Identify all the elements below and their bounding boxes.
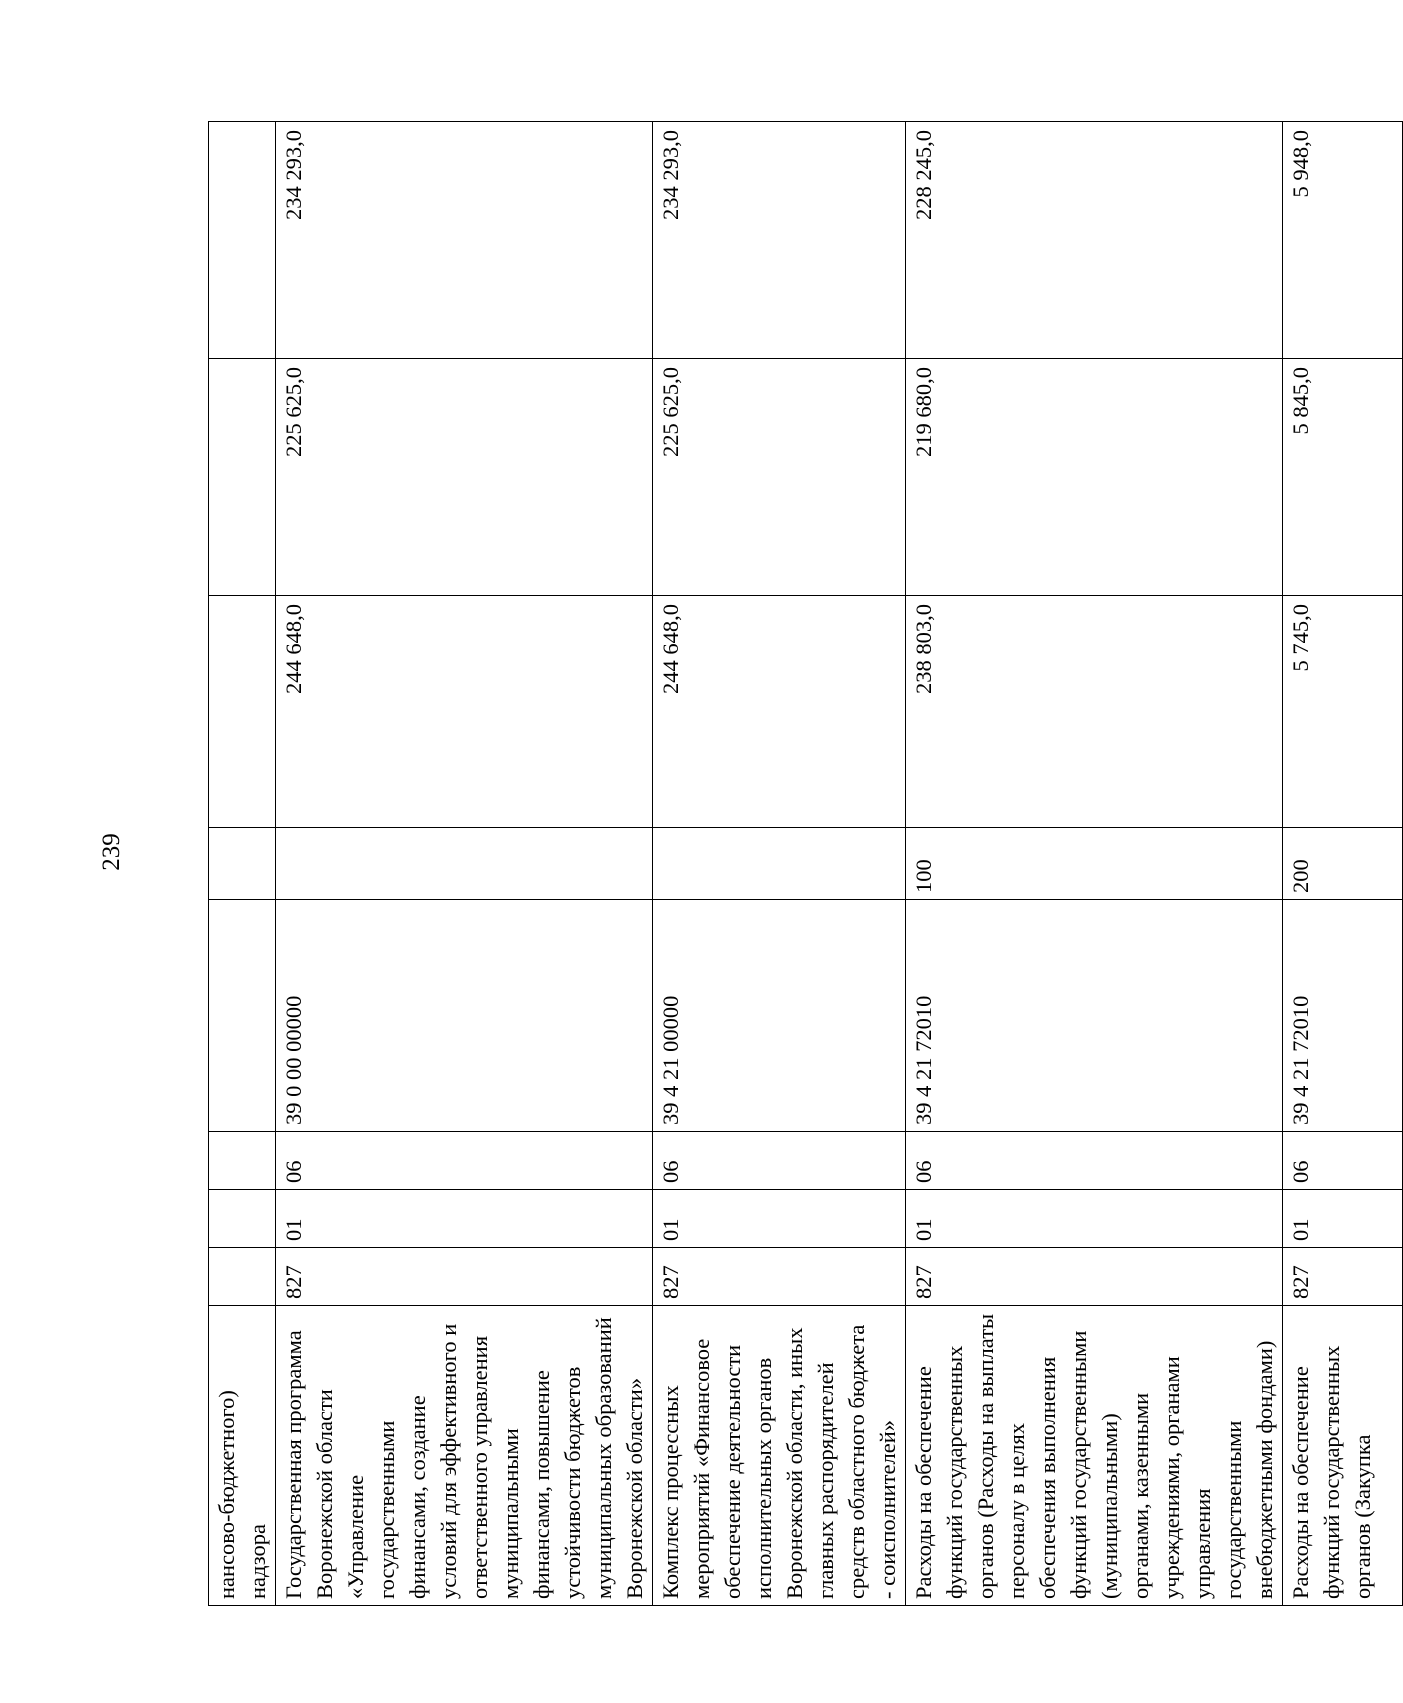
subsection-code-cell: [209, 1132, 276, 1190]
section-code-cell: 01: [653, 1190, 906, 1248]
expense-type-cell: 200: [1283, 828, 1403, 900]
amount-year1-cell: 244 648,0: [276, 596, 653, 828]
subsection-code-cell: 06: [276, 1132, 653, 1190]
amount-year2-cell: 219 680,0: [906, 359, 1283, 596]
org-code-cell: 827: [906, 1248, 1283, 1306]
budget-table: [208, 121, 1403, 1606]
document-page: [208, 122, 1375, 1606]
target-article-cell: 39 4 21 72010: [1283, 900, 1403, 1132]
row-name-cell: Расходы на обеспечение функций государственных органов (Закупка: [1283, 1306, 1403, 1606]
target-article-cell: 39 0 00 00000: [276, 900, 653, 1132]
row-name-cell: Комплекс процессных мероприятий «Финансовое обеспечение деятельности исполнительных органов Воронежской области, иных главных распорядителей средств областного бюджета - соисполнителей»: [653, 1306, 906, 1606]
amount-year1-cell: 244 648,0: [653, 596, 906, 828]
expense-type-cell: [653, 828, 906, 900]
org-code-cell: 827: [1283, 1248, 1403, 1306]
amount-year1-cell: 5 745,0: [1283, 596, 1403, 828]
row-name-cell: нансово-бюджетного) надзора: [209, 1306, 276, 1606]
section-code-cell: 01: [276, 1190, 653, 1248]
org-code-cell: 827: [653, 1248, 906, 1306]
amount-year1-cell: [209, 596, 276, 828]
table-row: [1283, 122, 1403, 1606]
amount-year2-cell: 5 845,0: [1283, 359, 1403, 596]
subsection-code-cell: 06: [1283, 1132, 1403, 1190]
section-code-cell: 01: [1283, 1190, 1403, 1248]
amount-year2-cell: 225 625,0: [653, 359, 906, 596]
subsection-code-cell: 06: [653, 1132, 906, 1190]
expense-type-cell: [276, 828, 653, 900]
amount-year3-cell: 234 293,0: [653, 122, 906, 359]
table-row: [209, 122, 276, 1606]
amount-year3-cell: 5 948,0: [1283, 122, 1403, 359]
org-code-cell: 827: [276, 1248, 653, 1306]
expense-type-cell: [209, 828, 276, 900]
org-code-cell: [209, 1248, 276, 1306]
amount-year2-cell: [209, 359, 276, 596]
target-article-cell: 39 4 21 72010: [906, 900, 1283, 1132]
amount-year2-cell: 225 625,0: [276, 359, 653, 596]
amount-year3-cell: [209, 122, 276, 359]
row-name-cell: Государственная программа Воронежской области «Управление государственными финансами, создание условий для эффективного и ответственного управления муниципальными финансами, повышение устойчивости бюджетов муниципальных образований Воронежской области»: [276, 1306, 653, 1606]
page-number: 239: [98, 833, 125, 871]
row-name-cell: Расходы на обеспечение функций государственных органов (Расходы на выплаты персоналу в целях обеспечения выполнения функций государственными (муниципальными) органами, казенными учреждениями, органами управления государственными внебюджетными фондами): [906, 1306, 1283, 1606]
subsection-code-cell: 06: [906, 1132, 1283, 1190]
target-article-cell: [209, 900, 276, 1132]
section-code-cell: [209, 1190, 276, 1248]
section-code-cell: 01: [906, 1190, 1283, 1248]
expense-type-cell: 100: [906, 828, 1283, 900]
table-row: [276, 122, 653, 1606]
amount-year1-cell: 238 803,0: [906, 596, 1283, 828]
rotated-table-container: [208, 122, 1375, 1606]
table-row: [906, 122, 1283, 1606]
target-article-cell: 39 4 21 00000: [653, 900, 906, 1132]
table-row: [653, 122, 906, 1606]
amount-year3-cell: 228 245,0: [906, 122, 1283, 359]
amount-year3-cell: 234 293,0: [276, 122, 653, 359]
